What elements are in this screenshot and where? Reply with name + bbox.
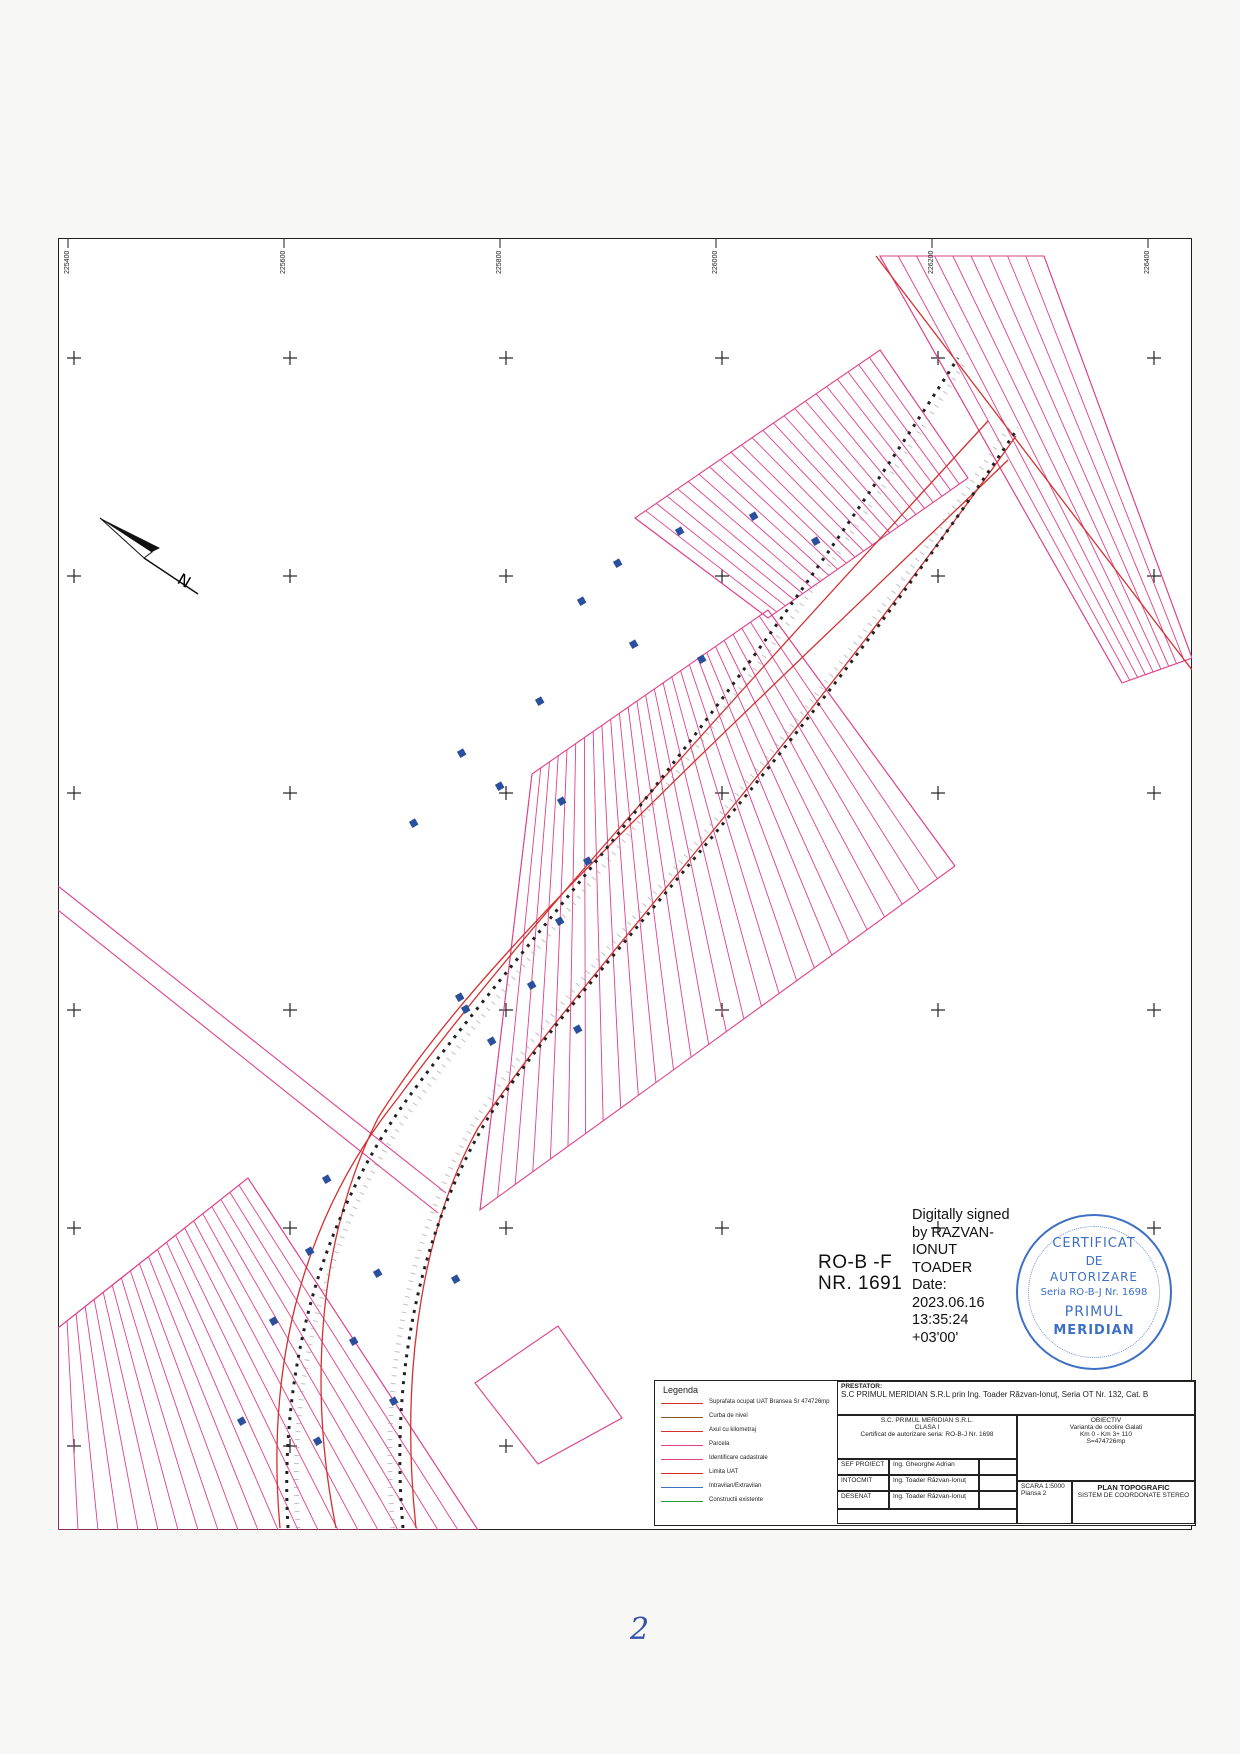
parcel-line [67,1321,78,1530]
role-cell: DESENAT [837,1491,889,1509]
legend-swatch [661,1445,703,1446]
legend [655,1381,838,1524]
parcel-line [628,707,673,1070]
parcel-line [672,677,762,1006]
tick-label: 226400 [1144,250,1151,274]
company-name: S.C. PRIMUL MERIDIAN S.R.L. [880,1417,974,1424]
parcel-line [239,1185,458,1530]
parcel-line [678,489,803,594]
parcel-line [953,256,1153,672]
stamp-line-1: RO-B -F [818,1252,893,1273]
building-marker [527,980,537,990]
building-marker [697,654,707,664]
prestator-label: PRESTATOR: [841,1383,883,1390]
parcel-line [751,622,920,891]
legend-item [661,1455,831,1465]
parcel-line [1026,256,1184,661]
tick-label: 226200 [928,250,935,274]
legend-label: Suprafata ocupat UAT Bransea Sr 474726mp [709,1399,830,1405]
signature-line: Digitally signed [912,1207,1010,1223]
building-marker [495,781,505,791]
seal-text: Seria RO-B-J Nr. 1698 [1040,1287,1148,1298]
contour-hatching [296,360,1010,1528]
parcel-line [869,357,959,484]
empty-cell [837,1509,1017,1524]
parcel-line [593,731,603,1120]
parcel-line [720,460,837,570]
scale-cell [1017,1481,1072,1524]
parcel-line [916,256,1137,677]
company-cell [837,1415,1017,1459]
building-marker [457,748,467,758]
parcel-line [731,452,846,563]
parcel-line [859,365,951,491]
page-number: 2 [630,1612,650,1647]
legend-label: Intravilan/Extravilan [709,1483,762,1489]
north-arrow-icon [100,518,198,594]
legend-label: Constructii existente [709,1497,764,1503]
building-marker [313,1436,323,1446]
signature-line: by RAZVAN- [912,1224,994,1241]
building-marker [455,992,465,1002]
parcel-line [1044,256,1192,658]
parcel-line [773,423,881,539]
signature-cell [979,1491,1017,1509]
company-seal [1016,1214,1172,1370]
parcel-line [667,496,794,600]
sheet-text: Plansa 2 [1021,1490,1047,1497]
building-marker [577,596,587,606]
legend-swatch [661,1501,703,1502]
company-class: CLASA I [914,1424,940,1431]
objective-line: S=474726mp [1086,1438,1126,1445]
digital-signature [912,1207,1012,1347]
building-marker [409,818,419,828]
legend-swatch [661,1459,703,1460]
role-cell: SEF PROIECT [837,1459,889,1475]
seal-text: DE [1085,1254,1103,1268]
objective-line: Km 0 - Km 3+ 110 [1079,1431,1133,1438]
parcel-line [971,256,1161,669]
parcel-line [816,394,916,515]
legend-swatch [661,1487,703,1488]
parcel-line [848,372,942,496]
legend-item [661,1399,831,1409]
parcel-line [248,1178,478,1530]
parcel-line [203,1214,378,1530]
parcel-line [568,744,576,1147]
legend-label: Limita UAT [709,1469,739,1475]
signature-line: Date: [912,1277,947,1293]
parcel-line [1008,256,1177,664]
road-axis [287,358,1018,1528]
legend-item [661,1427,831,1437]
parcel-line [742,445,855,557]
parcel-line [733,634,885,917]
seal-text: CERTIFICAT [1052,1236,1136,1251]
tick-label: 225600 [280,250,287,274]
building-marker [613,558,623,568]
legend-label: Identificare cadastrale [709,1455,768,1461]
building-marker [322,1174,332,1184]
legend-swatch [661,1431,703,1432]
legend-title: Legenda [663,1385,699,1395]
legend-label: Parcela [709,1441,730,1447]
plan-title: PLAN TOPOGRAFIC [1097,1483,1170,1492]
tick-label: 225800 [496,250,503,274]
legend-swatch [661,1417,703,1418]
parcel-line [880,350,968,478]
authorization-stamp [818,1252,902,1294]
prestator-cell [837,1381,1195,1415]
parcel-line [76,1314,98,1530]
legend-item [661,1497,831,1507]
svg-text:N: N [174,569,195,592]
building-marker [535,696,545,706]
tick-label: 226000 [712,250,719,274]
coordinate-system: SISTEM DE COORDONATE STEREO [1077,1492,1190,1499]
parcel-line [619,713,656,1082]
parcel-line [185,1228,338,1530]
stamp-line-2: NR. 1691 [818,1273,903,1294]
legend-item [661,1441,831,1451]
role-cell: INTOCMIT [837,1475,889,1491]
parcel-line [805,401,907,520]
parcel-line [763,430,873,545]
parcel-line [827,387,925,509]
parcel-line [710,467,829,576]
name-cell: Ing. Gheorghe Adrian [889,1459,979,1475]
parcel-line [681,671,779,994]
signature-line: +03'00' [912,1329,959,1346]
legend-swatch [661,1403,703,1404]
parcel-line [637,701,691,1057]
legend-swatch [661,1473,703,1474]
name-cell: Ing. Toader Răzvan-Ionuț [889,1475,979,1491]
legend-label: Axul cu kilometraj [709,1427,757,1433]
coordinate-ticks [68,238,1148,248]
parcel-line [230,1192,438,1530]
parcel-line [935,256,1146,675]
building-marker [573,1024,583,1034]
building-marker [269,1316,279,1326]
parcel-line [837,379,933,502]
legend-item [661,1469,831,1479]
building-marker [373,1268,383,1278]
parcel-line [167,1242,298,1530]
building-marker [389,1396,399,1406]
signature-cell [979,1475,1017,1491]
signature-cell [979,1459,1017,1475]
parcel-line [707,653,832,956]
objective-line: Varianta de ocolire Galati [1069,1424,1143,1431]
building-marker [487,1036,497,1046]
building-marker [451,1274,461,1284]
parcel-line [112,1285,178,1530]
legend-label: Curba de nivel [709,1413,748,1419]
parcel-line [795,408,899,526]
parcel-line [158,1249,278,1530]
parcel-line [752,438,863,551]
signature-line: 13:35:24 [912,1312,969,1328]
seal-text: PRIMUL [1064,1304,1124,1320]
legend-item [661,1413,831,1423]
signature-line: 2023.06.16 [912,1294,985,1311]
plan-title-cell [1072,1481,1195,1524]
parcel-line [221,1199,418,1530]
name-cell: Ing. Toader Răzvan-Ionuț [889,1491,979,1509]
building-marker [629,639,639,649]
building-marker [555,916,565,926]
company-certificate: Certificat de autorizare seria: RO-B-J Nr. 1698 [860,1431,994,1438]
parcel-line [550,750,567,1159]
parcel-line [768,610,955,866]
parcel-line [480,774,532,1210]
legend-item [661,1483,831,1493]
parcel-line [784,416,890,533]
building-marker [237,1416,247,1426]
prestator-text: S.C PRIMUL MERIDIAN S.R.L prin Ing. Toader Răzvan-Ionuț, Seria OT Nr. 132, Cat. B [841,1390,1149,1399]
scale-text: SCARA 1:5000 [1021,1483,1065,1490]
parcel-line [611,719,639,1095]
tick-label: 225400 [64,250,71,274]
seal-text: AUTORIZARE [1050,1270,1138,1284]
objective-cell [1017,1415,1195,1481]
parcel-line [584,738,585,1134]
building-marker [811,536,821,546]
parcel-line [148,1257,258,1530]
signature-line: IONUT TOADER [912,1242,973,1276]
parcel-line [602,725,621,1108]
objective-label: OBIECTIV [1090,1417,1122,1424]
seal-text: MERIDIAN [1053,1323,1135,1338]
parcel-line [533,756,558,1172]
title-block [654,1380,1196,1526]
